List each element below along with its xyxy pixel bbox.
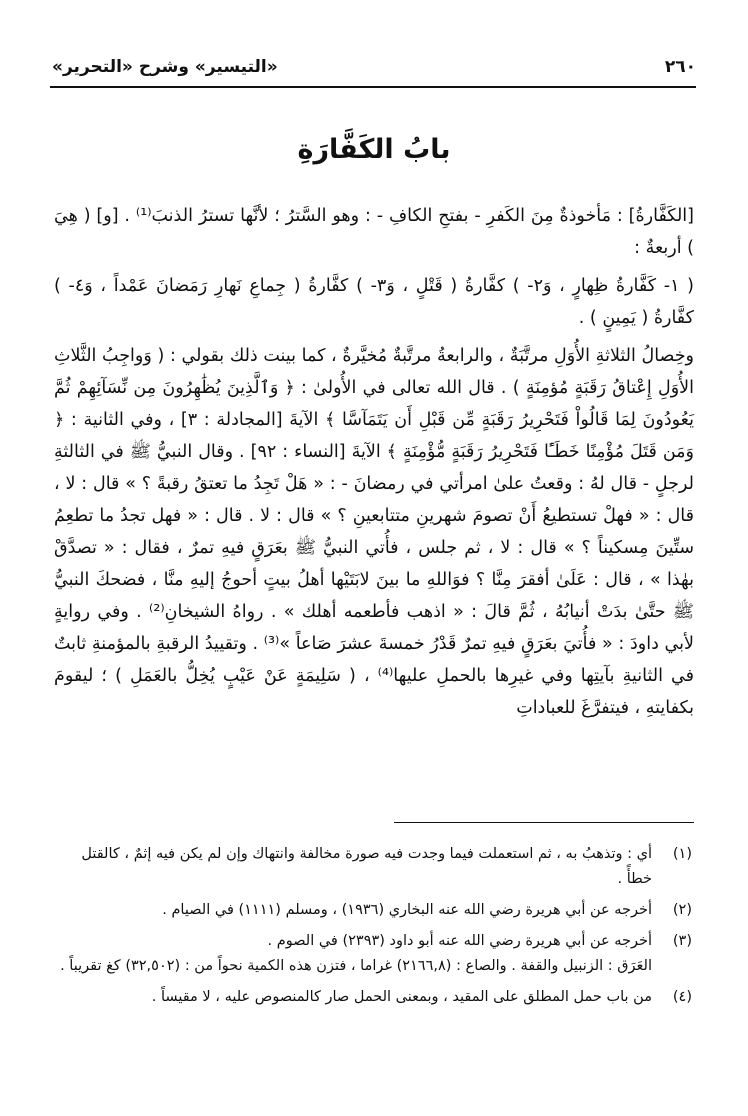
footnote-text: أخرجه عن أبي هريرة رضي الله عنه أبو داود (٢٣٩٣) في الصوم . xyxy=(267,933,652,949)
footnote-number: (٤) xyxy=(672,989,692,1005)
footnote-number: (٣) xyxy=(672,933,692,949)
page-number: ٢٦٠ xyxy=(664,57,696,77)
running-header xyxy=(52,52,696,82)
footnote-3 xyxy=(54,929,692,979)
footnotes xyxy=(54,842,692,1016)
chapter-title: بابُ الكَفَّارَةِ xyxy=(297,134,451,165)
paragraph-definition: [الكَفَّارةُ] : مَأخوذةٌ مِنَ الكَفرِ - بفتحِ الكافِ - : وهو السَّترُ ؛ لأنَّها تسترُ الذنبَ⁽¹⁾ . [و] ( هِيَ ) أربعةٌ : xyxy=(54,206,694,258)
paragraph-list: ( ١- كَفَّارةُ ظِهارٍ ، وَ٢- ) كفَّارةُ ( قَتْلٍ ، وَ٣- ) كفَّارةُ ( جِماعِ نَهارِ رَمَضانَ عَمْداً ، وَ٤- ) كفَّارةُ ( يَمِينٍ ) . xyxy=(54,276,695,328)
footnote-number: (٢) xyxy=(672,902,692,918)
footnote-4 xyxy=(54,985,692,1010)
footnote-2 xyxy=(54,898,692,923)
paragraph-rulings: وخِصالُ الثلاثةِ الأُوَلِ مرتَّبَةٌ ، والرابعةُ مرتَّبةٌ مُخيَّرةٌ ، كما بينت ذلك بقولي : ( وَواجِبُ الثَّلاثِ الأُوَلِ إِعْتاقُ رَقَبَةٍ مُؤمِنَةٍ ) . قال الله تعالى في الأُولىٰ : ﴿ وَٱلَّذِينَ يُظَٰهِرُونَ مِن نِّسَآئِهِمْ ثُمَّ يَعُودُونَ لِمَا قَالُواْ فَتَحْرِيرُ رَقَبَةٍ مِّن قَبْلِ أَن يَتَمَآسَّا ﴾ الآيةَ [المجادلة : ٣] ، وفي الثانية : ﴿ وَمَن قَتَلَ مُؤْمِنًا خَطَـًٔا فَتَحْرِيرُ رَقَبَةٍ مُّؤْمِنَةٍ ﴾ الآيةَ [النساء : ٩٢] . وقال النبيُّ ﷺ في الثالثةِ لرجلٍ - قال لهُ : وقعتُ علىٰ امرأتي في رمضانَ - : « هَلْ تَجِدُ ما تعتقُ رقبةً ؟ » قال : لا ، قال : « فهلْ تستطيعُ أَنْ تصومَ شهرينِ متتابعينِ ؟ » قال : لا . قال : « فهل تجدُ ما تطعِمُ ستِّينَ مِسكيناً ؟ » قال : لا ، ثم جلس ، فأُتي النبيُّ ﷺ بعَرَقٍ فيهِ تمرٌ ، فقال : « تصدَّقْ بهٰذا » ، قال : عَلَىٰ أفقرَ مِنَّا ؟ فوَاللهِ ما بينَ لابَتَيْها أهلُ بيتٍ أحوجُ إليهِ منَّا ، فضحكَ النبيُّ ﷺ حتَّىٰ بدَتْ أنيابُهُ ، ثُمَّ قالَ : « اذهب فأطعمه أهلك » . رواهُ الشيخانِ⁽²⁾ . وفي روايةٍ لأبي داودَ : « فأُتيَ بعَرَقٍ فيهِ تمرٌ قَدْرُ خمسةَ عشرَ صَاعاً »⁽³⁾ . وتقييدُ الرقبةِ بالمؤمنةِ ثابتٌ في الثانيةِ بآيتِها وفي غيرِها بالحملِ عليها⁽⁴⁾ ، ( سَلِيمَةٍ عَنْ عَيْبٍ يُخِلُّ بالعَمَلِ ) ؛ ليقومَ بكفايتهِ ، فيتفرَّغَ للعباداتِ xyxy=(54,346,694,718)
main-text xyxy=(54,200,694,724)
footnote-text: أخرجه عن أبي هريرة رضي الله عنه البخاري (١٩٣٦) ، ومسلم (١١١١) في الصيام . xyxy=(162,902,652,918)
footnote-text: العَرَق : الزنبيل والقفة . والصاع : (٢١٦٦,٨) غراما ، فتزن هذه الكمية نحواً من : (٣٢,٥٠٢) كغ تقريباً . xyxy=(60,958,652,974)
footnote-1 xyxy=(54,842,692,892)
footnote-divider xyxy=(394,822,694,823)
footnote-number: (١) xyxy=(672,846,692,862)
running-title: «التيسير» وشرح «التحرير» xyxy=(52,57,278,77)
header-divider xyxy=(50,86,696,88)
footnote-text: من باب حمل المطلق على المقيد ، وبمعنى الحمل صار كالمنصوص عليه ، لا مقيساً . xyxy=(151,989,652,1005)
footnote-text: أي : وتذهبُ به ، ثم استعملت فيما وجدت فيه صورة مخالفة وانتهاك وإن لم يكن فيه إثمٌ ، كالقتل خطأً . xyxy=(81,846,652,887)
